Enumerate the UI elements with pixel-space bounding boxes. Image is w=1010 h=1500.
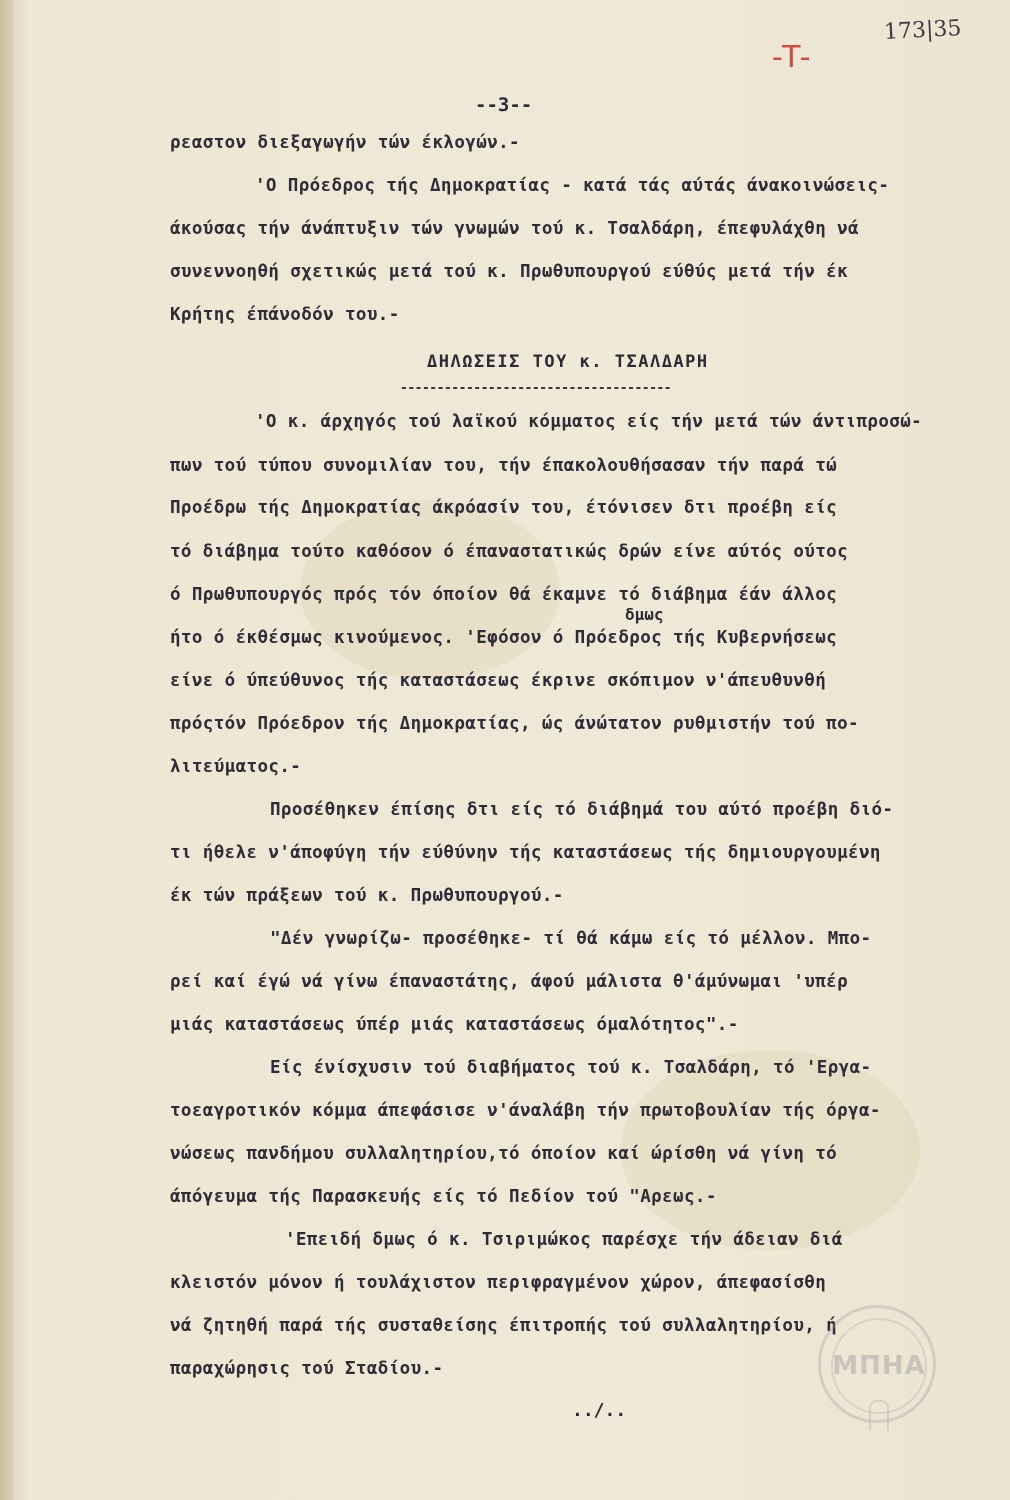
text-line: νώσεως πανδήμου συλλαλητηρίου,τό όποίον καί ώρίσθη νά γίνη τό [170, 1144, 838, 1164]
paper-edge [0, 0, 14, 1500]
continuation-mark: ../.. [572, 1400, 627, 1421]
text-line: 'Ο κ. άρχηγός τού λαϊκού κόμματος είς τήν μετά τών άντιπροσώ- [255, 412, 923, 432]
text-line: πων τού τύπου συνομιλίαν του, τήν έπακολουθήσασαν τήν παρά τώ [170, 456, 838, 476]
text-line: ρεαστον διεξαγωγήν τών έκλογών.- [170, 133, 520, 153]
stamp-emblem [869, 1400, 889, 1430]
text-line: Προέδρω τής Δημοκρατίας άκρόασίν του, έτόνισεν δτι προέβη είς [170, 498, 838, 518]
text-line: λιτεύματος.- [170, 757, 302, 777]
text-line: ήτο ό έκθέσμως κινούμενος. 'Εφόσον ό Πρόεδρος τής Κυβερνήσεως [170, 628, 838, 648]
text-line: Προσέθηκεν έπίσης δτι είς τό διάβημά του αύτό προέβη διό- [270, 800, 894, 820]
text-line: 'Επειδή δμως ό κ. Τσιριμώκος παρέσχε τήν άδειαν διά [285, 1230, 843, 1250]
text-line: κλειστόν μόνον ή τουλάχιστον περιφραγμένον χώρον, άπεφασίσθη [170, 1273, 827, 1293]
text-line: παραχώρησις τού Σταδίου.- [170, 1359, 444, 1379]
text-line: πρόςτόν Πρόεδρον τής Δημοκρατίας, ώς άνώτατον ρυθμιστήν τού πο- [170, 714, 859, 734]
text-line: έκ τών πράξεων τού κ. Πρωθυπουργού.- [170, 886, 564, 906]
text-line: Κρήτης έπάνοδόν του.- [170, 305, 400, 325]
text-line: "Δέν γνωρίζω- προσέθηκε- τί θά κάμω είς τό μέλλον. Μπο- [270, 929, 872, 949]
heading-underline: ------------------------------------- [400, 381, 672, 396]
text-line: τό διάβημα τούτο καθόσον ό έπαναστατικώς δρών είνε αύτός ούτος [170, 542, 849, 562]
text-line: είνε ό ύπεύθυνος τής καταστάσεως έκρινε σκόπιμον ν'άπευθυνθή [170, 671, 827, 691]
stamp-text: ΜΠΗΑ [831, 1318, 927, 1414]
red-archive-mark: -T- [772, 40, 813, 75]
text-line: ό Πρωθυπουργός πρός τόν όποίον θά έκαμνε τό διάβημα έάν άλλος [170, 585, 838, 605]
text-line: συνεννοηθή σχετικώς μετά τού κ. Πρωθυπουργού εύθύς μετά τήν έκ [170, 262, 849, 282]
text-line: νά ζητηθή παρά τής συσταθείσης έπιτροπής τού συλλαλητηρίου, ή [170, 1316, 838, 1336]
text-line: Είς ένίσχυσιν τού διαβήματος τού κ. Τσαλδάρη, τό 'Εργα- [270, 1058, 872, 1078]
text-line: μιάς καταστάσεως ύπέρ μιάς καταστάσεως όμαλότητος".- [170, 1015, 739, 1035]
archive-number: 173|35 [883, 15, 963, 46]
text-line: τι ήθελε ν'άποφύγη τήν εύθύνην τής καταστάσεως τής δημιουργουμένη [170, 843, 881, 863]
text-line: ρεί καί έγώ νά γίνω έπαναστάτης, άφού μάλιστα θ'άμύνωμαι 'υπέρ [170, 972, 849, 992]
section-heading: ΔΗΛΩΣΕΙΣ ΤΟΥ κ. ΤΣΑΛΔΑΡΗ [427, 352, 709, 372]
page-number: --3-- [475, 94, 533, 116]
archive-stamp [818, 1305, 936, 1423]
text-line: 'Ο Πρόεδρος τής Δημοκρατίας - κατά τάς αύτάς άνακοινώσεις- [255, 176, 890, 196]
text-line: άκούσας τήν άνάπτυξιν τών γνωμών τού κ. Τσαλδάρη, έπεφυλάχθη νά [170, 219, 859, 239]
handwritten-insertion: δμως [625, 605, 664, 624]
text-line: άπόγευμα τής Παρασκευής είς τό Πεδίον τού "Αρεως.- [170, 1187, 717, 1207]
text-line: τοεαγροτικόν κόμμα άπεφάσισε ν'άναλάβη τήν πρωτοβουλίαν τής όργα- [170, 1101, 881, 1121]
